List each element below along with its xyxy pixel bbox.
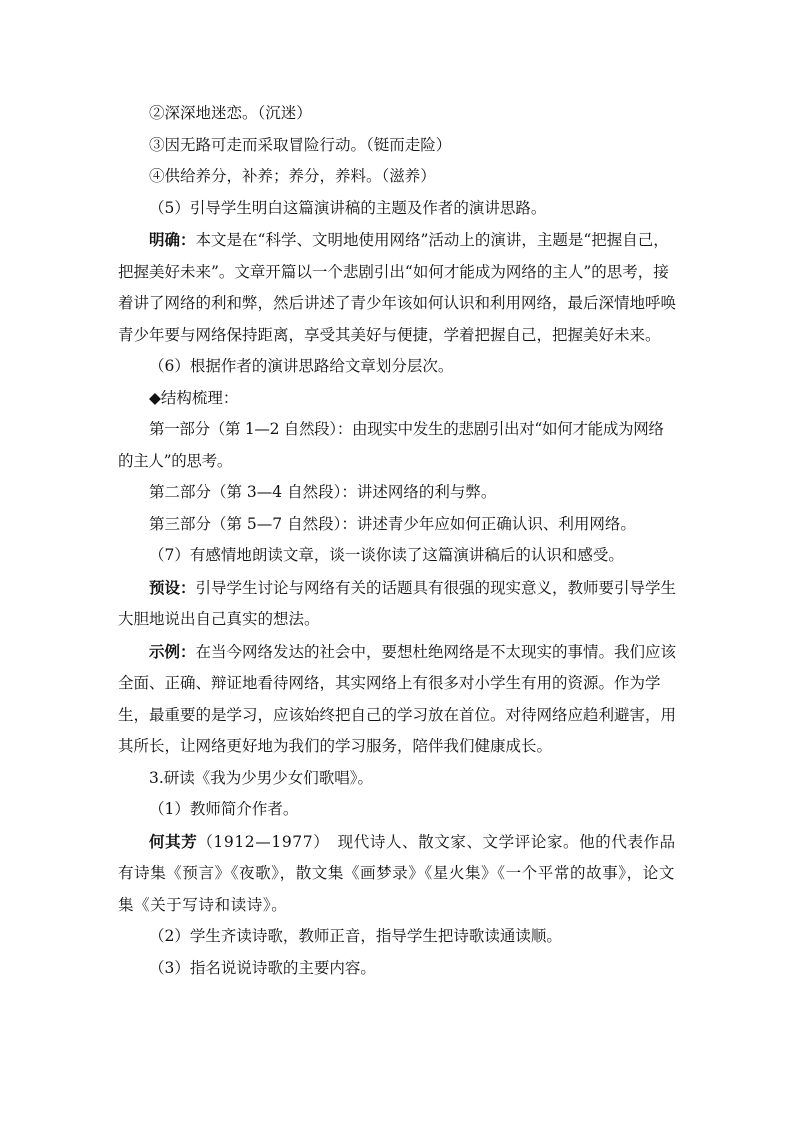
step-5-instruction	[118, 193, 678, 225]
step-3-instruction	[118, 953, 678, 985]
structure-part-3	[118, 509, 678, 541]
paragraph-text: （2）学生齐读诗歌，教师正音，指导学生把诗歌读通读顺。	[149, 927, 562, 945]
structure-part-2	[118, 477, 678, 509]
step-1-instruction	[118, 794, 678, 826]
author-name: 何其芳	[149, 831, 198, 851]
paragraph-text: 引导学生讨论与网络有关的话题具有很强的现实意义，教师要引导学生大胆地说出自己真实的想法。	[118, 578, 677, 628]
paragraph-text: （1）教师简介作者。	[149, 800, 299, 818]
paragraph-text: 3.研读《我为少男少女们歌唱》。	[149, 768, 374, 787]
paragraph-text: （3）指名说说诗歌的主要内容。	[149, 958, 376, 977]
definition-item-4	[118, 161, 678, 193]
definition-item-2	[118, 98, 678, 130]
paragraph-text: （1912—1977） 现代诗人、散文家、文学评论家。他的代表作品有诗集《预言》《夜歌》，散文集《画梦录》《星火集》《一个平常的故事》，论文集《关于写诗和读诗》。	[118, 832, 676, 914]
paragraph-text: （5）引导学生明白这篇演讲稿的主题及作者的演讲思路。	[149, 198, 547, 217]
paragraph-text: ◆结构梳理：	[149, 388, 239, 407]
author-intro-paragraph	[118, 826, 678, 922]
paragraph-text: （6）根据作者的演讲思路给文章划分层次。	[149, 357, 454, 375]
paragraph-text: （7）有感情地朗读文章，谈一谈你读了这篇演讲稿后的认识和感受。	[149, 546, 624, 564]
paragraph-text: ③因无路可走而采取冒险行动。（铤而走险）	[149, 135, 452, 154]
example-paragraph	[118, 636, 678, 763]
paragraph-text: 第一部分（第 1—2 自然段）：由现实中发生的悲剧引出对“如何才能成为网络的主人”的思考。	[118, 420, 664, 470]
structure-heading	[118, 383, 678, 415]
definition-item-3	[118, 130, 678, 162]
structure-part-1	[118, 414, 678, 477]
preset-paragraph	[118, 572, 678, 636]
step-6-instruction	[118, 351, 678, 383]
paragraph-text: 第三部分（第 5—7 自然段）：讲述青少年应如何正确认识、利用网络。	[149, 514, 636, 533]
preset-label: 预设：	[149, 577, 196, 597]
paragraph-text: 第二部分（第 3—4 自然段）：讲述网络的利与弊。	[149, 483, 497, 501]
example-label: 示例：	[149, 641, 196, 661]
paragraph-text: ④供给养分，补养；养分，养料。（滋养）	[149, 167, 436, 185]
clarification-label: 明确：	[149, 230, 196, 249]
step-2-instruction	[118, 921, 678, 953]
paragraph-text: ②深深地迷恋。（沉迷）	[149, 104, 312, 122]
document-body	[118, 98, 678, 984]
paragraph-text: 在当今网络发达的社会中，要想杜绝网络是不太现实的事情。我们应该全面、正确、辩证地看待网络，其实网络上有很多对小学生有用的资源。作为学生，最重要的是学习，应该始终把自己的学习放在首位。对待网络应趋利避害，用其所长，让网络更好地为我们的学习服务，陪伴我们健康成长。	[118, 642, 677, 755]
section-3-heading	[118, 763, 678, 795]
paragraph-text: 本文是在“科学、文明地使用网络”活动上的演讲，主题是“把握自己，把握美好未来”。文章开篇以一个悲剧引出“如何才能成为网络的主人”的思考，接着讲了网络的利和弊，然后讲述了青少年该如何认识和利用网络，最后深情地呼唤青少年要与网络保持距离，享受其美好与便捷，学着把握自己，把握美好未来。	[118, 231, 677, 344]
step-7-instruction	[118, 540, 678, 572]
clarification-paragraph	[118, 224, 678, 351]
